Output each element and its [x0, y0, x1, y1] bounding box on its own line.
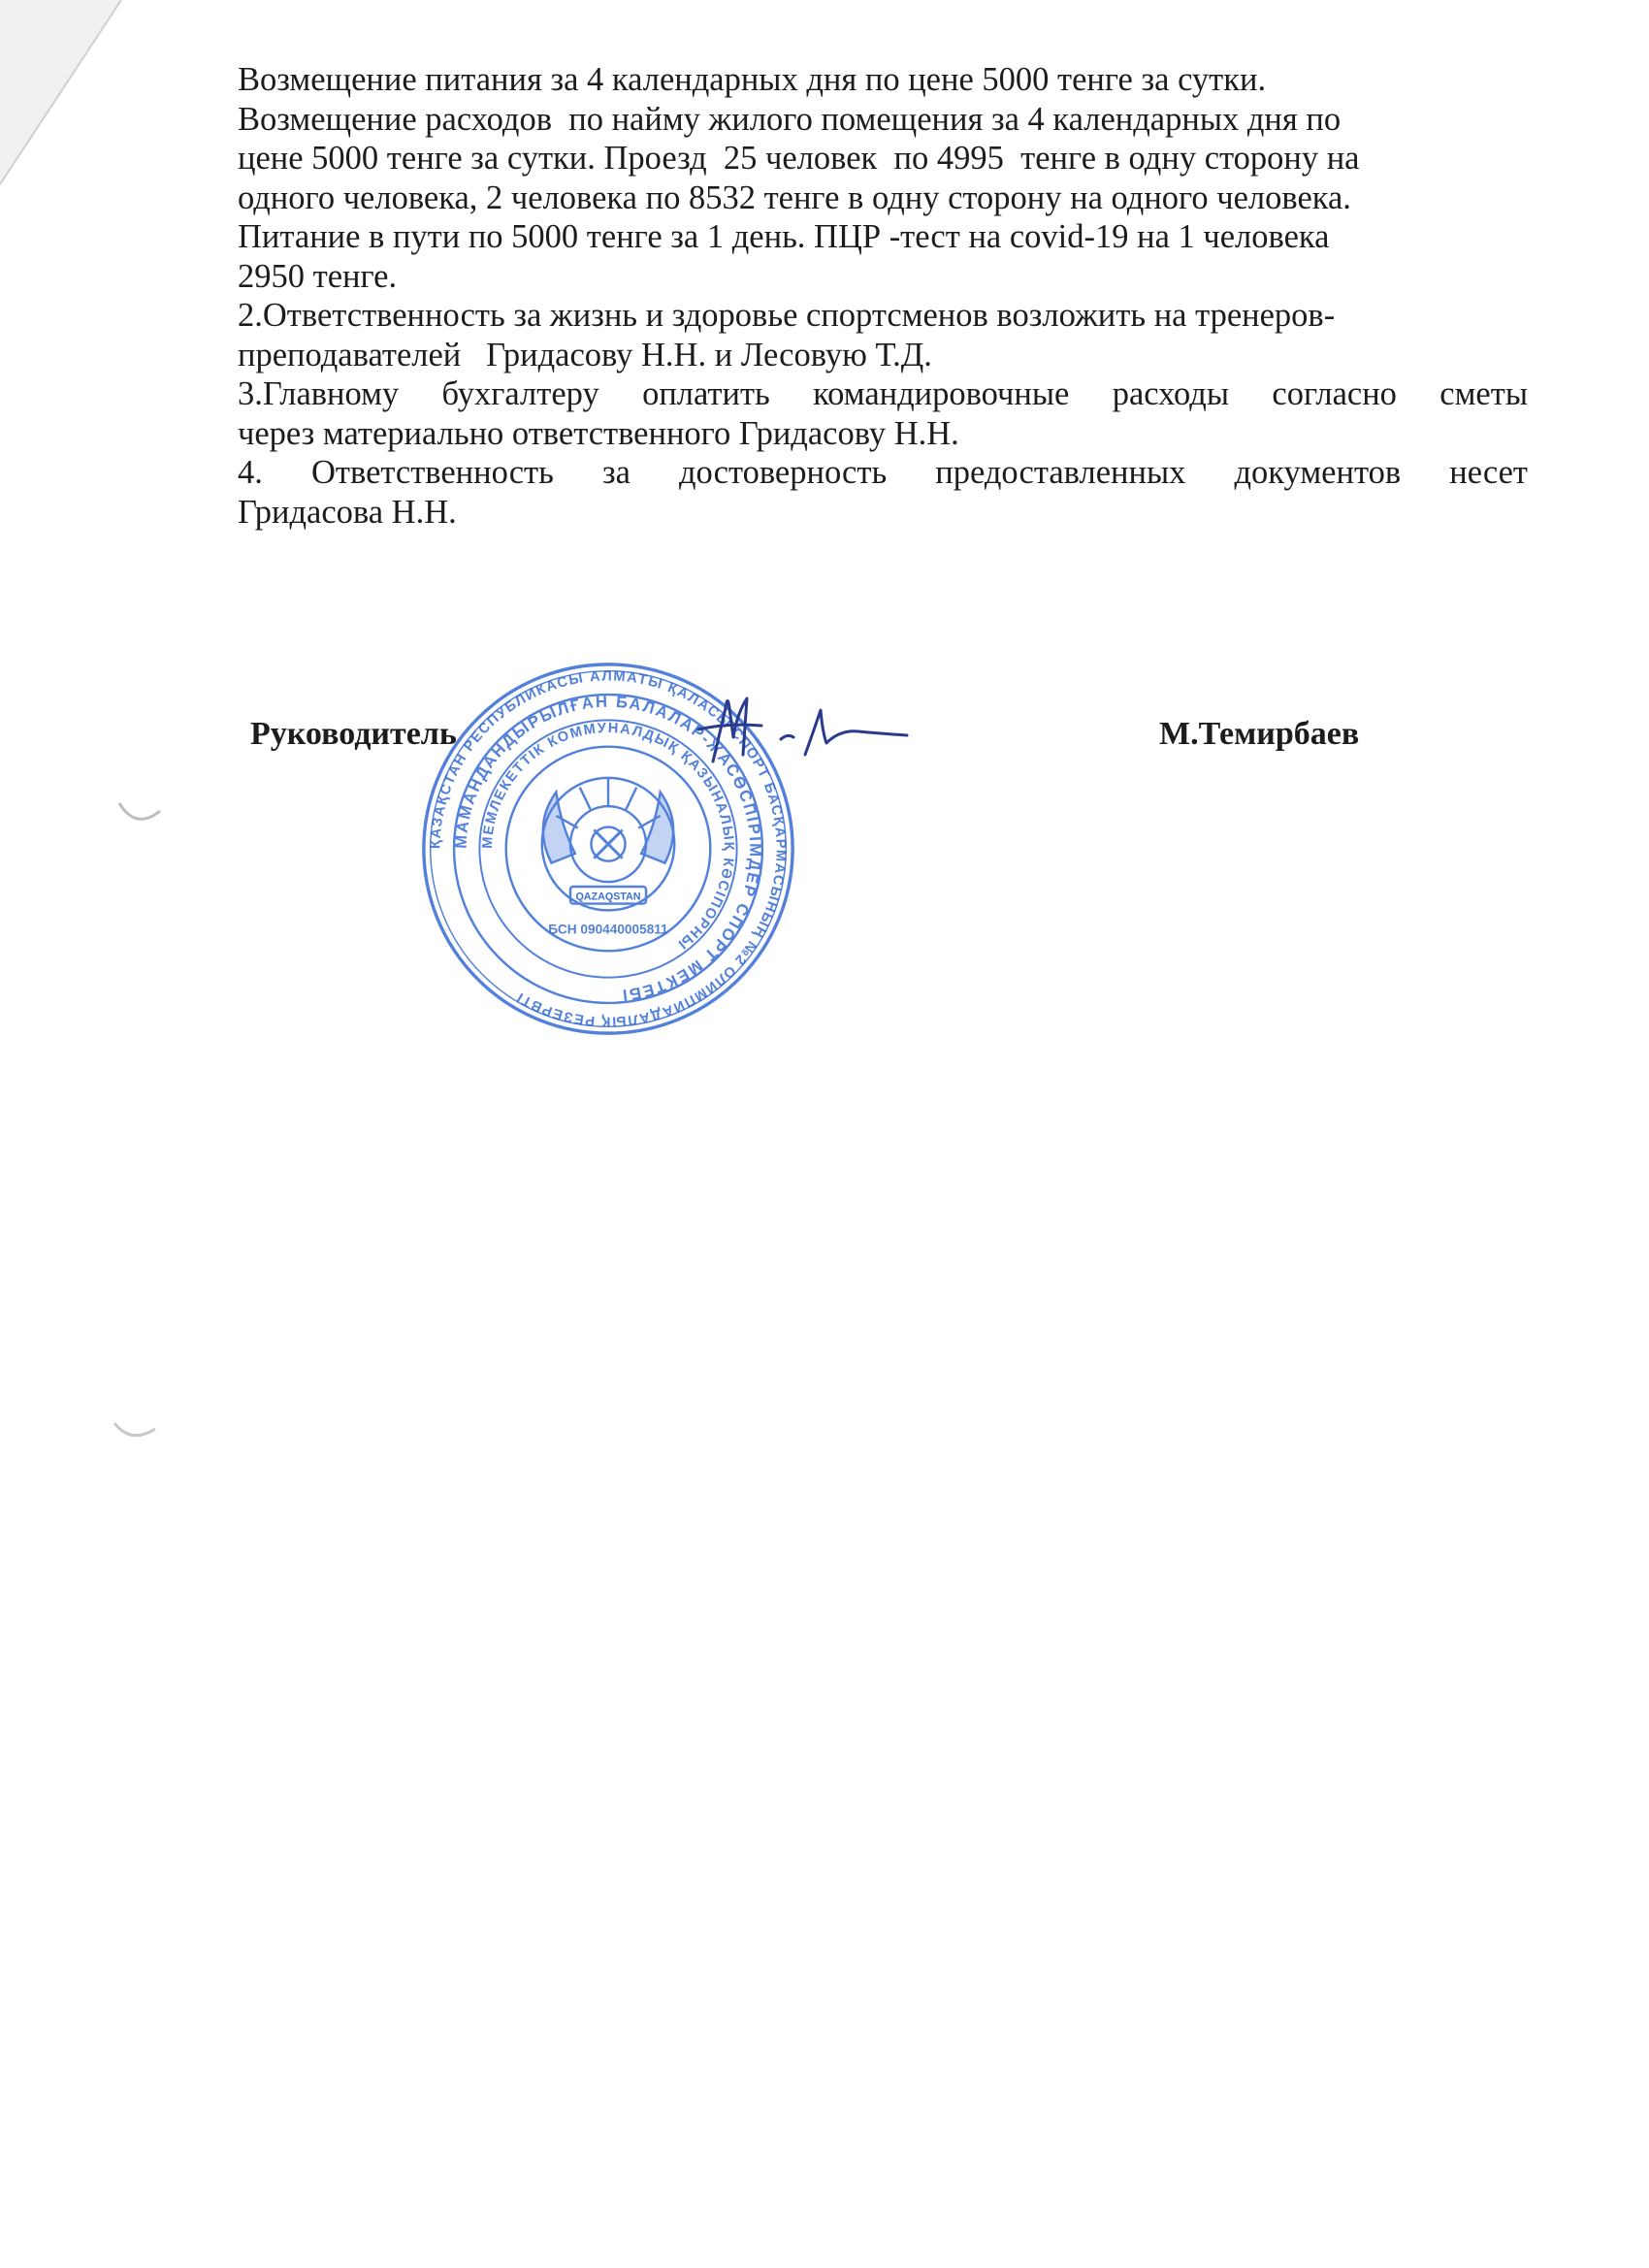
- signature-title: Руководитель: [250, 716, 457, 752]
- text-line: Возмещение расходов по найму жилого помещения за 4 календарных дня по: [238, 100, 1342, 138]
- stamp-bin: БСН 090440005811: [548, 922, 668, 937]
- stamp-inner-text: МЕМЛЕКЕТТІК КОММУНАЛДЫҚ ҚАЗЫНАЛЫҚ КӘСІПОРНЫ: [479, 720, 736, 953]
- text-line: через материально ответственного Гридасову Н.Н.: [238, 414, 959, 452]
- stamp-outer-text: ҚАЗАҚСТАН РЕСПУБЛИКАСЫ АЛМАТЫ ҚАЛАСЫ СПОРТ БАСҚАРМАСЫНЫҢ №2 ОЛИМПИАДАЛЫҚ РЕЗЕРВТІ: [428, 668, 789, 1029]
- emblem-caption: QAZAQSTAN: [575, 891, 641, 903]
- signatory-name: М.Темирбаев: [1159, 716, 1360, 752]
- text-line: преподавателей Гридасову Н.Н. и Лесовую Т.Д.: [238, 336, 932, 373]
- text-line: 4. Ответственность за достоверность предоставленных документов несет: [238, 454, 1528, 491]
- stamp-middle-text: МАМАНДАНДЫРЫЛҒАН БАЛАЛАР-ЖАСӨСПІРІМДЕР СПОРТ МЕКТЕБІ: [451, 692, 765, 1005]
- text-line: цене 5000 тенге за сутки. Проезд 25 человек по 4995 тенге в одну сторону на: [238, 140, 1360, 177]
- text-line: 3.Главному бухгалтеру оплатить командировочные расходы согласно сметы: [238, 375, 1528, 412]
- folded-corner-shape: [0, 0, 252, 194]
- handwritten-signature: [669, 669, 922, 776]
- punch-hole-mark: [107, 1411, 165, 1450]
- document-body: [238, 60, 1528, 532]
- text-line: Гридасова Н.Н.: [238, 493, 457, 531]
- text-line: Питание в пути по 5000 тенге за 1 день. ПЦР -тест на covid-19 на 1 человека: [238, 218, 1330, 255]
- text-line: Возмещение питания за 4 календарных дня по цене 5000 тенге за сутки.: [238, 61, 1267, 98]
- text-line: одного человека, 2 человека по 8532 тенге в одну сторону на одного человека.: [238, 178, 1351, 216]
- punch-hole-mark: [112, 795, 170, 834]
- text-line: 2.Ответственность за жизнь и здоровье спортсменов возложить на тренеров-: [238, 297, 1336, 334]
- text-line: 2950 тенге.: [238, 257, 398, 295]
